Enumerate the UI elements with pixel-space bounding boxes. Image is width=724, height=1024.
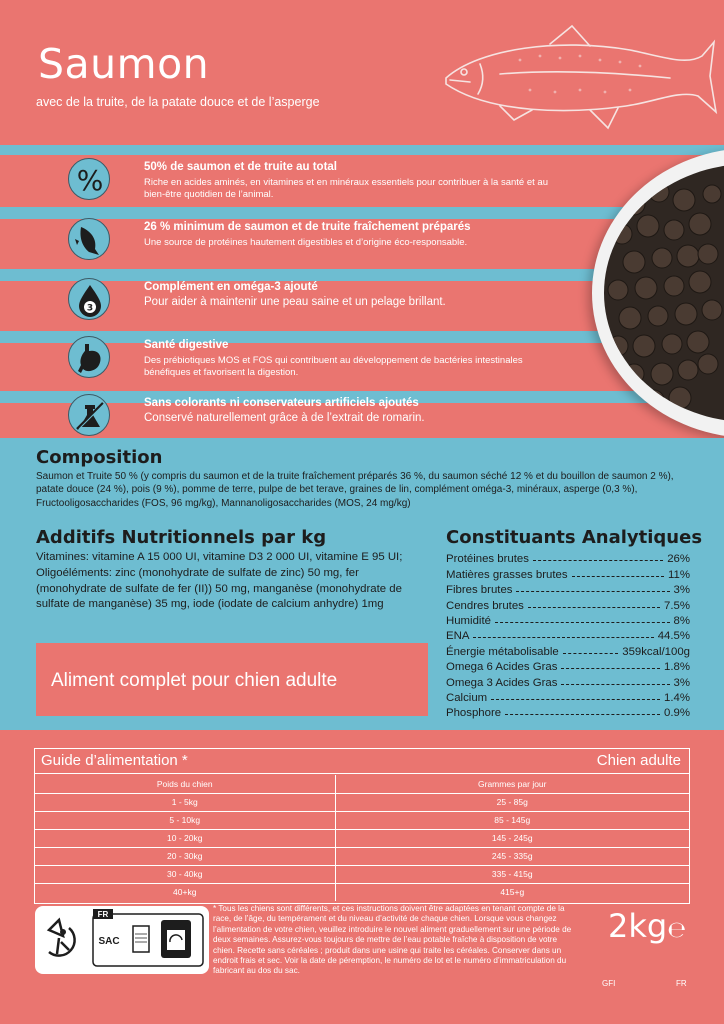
net-weight <box>608 907 686 945</box>
recycling-country: FR <box>97 910 109 919</box>
recycling-item: SAC <box>98 936 120 947</box>
net-weight-value: 2kg <box>608 907 668 945</box>
table-row: 30 - 40kg 335 - 415g <box>35 865 689 883</box>
feature-item <box>68 218 588 266</box>
feature-description: Riche en acides aminés, en vitamines et en minéraux essentiels pour contribuer à la santé et au bien-être quotidien de l’animal. <box>144 177 548 200</box>
feature-description: Conservé naturellement grâce à de l’extrait de romarin. <box>144 412 425 424</box>
table-row: 5 - 10kg 85 - 145g <box>35 811 689 829</box>
constituant-row: Fibres brutes 3% <box>446 584 690 597</box>
recycling-logo <box>35 906 209 974</box>
constituant-row: Cendres brutes 7.5% <box>446 599 690 612</box>
feature-title: 26 % minimum de saumon et de truite fraîchement préparés <box>144 221 471 233</box>
estimated-sign: ℮ <box>667 918 687 943</box>
feature-item <box>68 394 588 442</box>
percent-icon <box>68 158 110 200</box>
constituant-row: Omega 3 Acides Gras 3% <box>446 676 690 689</box>
table-row: 40+kg 415+g <box>35 883 689 901</box>
table-row: 20 - 30kg 245 - 335g <box>35 847 689 865</box>
stomach-icon <box>68 336 110 378</box>
footer-country: FR <box>676 979 687 988</box>
constituants-heading: Constituants Analytiques <box>446 527 703 548</box>
feature-title: Complément en oméga-3 ajouté <box>144 281 318 293</box>
feature-title: Santé digestive <box>144 339 229 351</box>
feature-description: Des prébiotiques MOS et FOS qui contribuent au développement de bactéries intestinales bénéfiques et favorisent la digestion. <box>144 355 523 378</box>
table-header-row <box>35 775 689 793</box>
constituant-row: Calcium 1.4% <box>446 691 690 704</box>
footer-code: GFI <box>602 979 616 988</box>
feeding-guide-table <box>34 748 690 904</box>
feature-item <box>68 158 588 206</box>
table-row: 1 - 5kg 25 - 85g <box>35 793 689 811</box>
footnote-text: * Tous les chiens sont différents, et ces instructions doivent être adaptées en tenant compte de la race, de l’âge, du tempérament et du niveau d’activité de chaque chien. Lorsque vous changez l’alimentation de votre chien, veuillez introduire le nouvel aliment graduellement sur une période de deux semaines. Assurez-vous toujours de mettre de l’eau potable fraîche à disposition de votre chien. Recette sans céréales ; produit dans une usine qui traite les céréales. Conserver dans un endroit frais et sec. Voir la date de péremption, le numéro de lot et le numéro d’immatriculation du fabricant au dos du sac. <box>213 904 572 976</box>
feature-item <box>68 278 588 326</box>
constituant-row: Matières grasses brutes 11% <box>446 568 690 581</box>
constituant-row: Omega 6 Acides Gras 1.8% <box>446 661 690 674</box>
feature-description: Pour aider à maintenir une peau saine et un pelage brillant. <box>144 296 446 308</box>
constituant-row: ENA 44.5% <box>446 630 690 643</box>
composition-text: Saumon et Truite 50 % (y compris du saumon et de la truite fraîchement préparés 36 %, du saumon séché 12 % et du bouillon de saumon 2 %), patate douce (24 %), pois (9 %), pomme de terre, pulpe de bet terave, graines de lin, complément oméga-3, minéraux, asperge (0,3 %), Fructooligosaccharides (FOS, 96 mg/kg), Mannanoligosaccharides (MOS, 24 mg/kg) <box>36 471 674 509</box>
feature-title: Sans colorants ni conservateurs artificiels ajoutés <box>144 397 419 409</box>
table-row: 10 - 20kg 145 - 245g <box>35 829 689 847</box>
feature-description: Une source de protéines hautement digestibles et d’origine éco-responsable. <box>144 237 468 248</box>
feeding-guide-title: Guide d’alimentation * <box>41 752 188 769</box>
page-subtitle: avec de la truite, de la patate douce et de l’asperge <box>36 95 320 109</box>
composition-heading: Composition <box>36 447 163 468</box>
complete-food-box <box>36 643 428 716</box>
bag-icon <box>133 926 149 952</box>
bin-icon <box>161 920 191 958</box>
no-additives-icon <box>68 394 110 436</box>
feature-item <box>68 336 588 384</box>
fish-icon <box>68 218 110 260</box>
constituant-row: Protéines brutes 26% <box>446 553 690 566</box>
svg-text:%: % <box>76 164 104 197</box>
constituant-row: Phosphore 0.9% <box>446 707 690 720</box>
page-title: Saumon <box>38 40 210 88</box>
constituant-row: Humidité 8% <box>446 614 690 627</box>
salmon-illustration-icon <box>440 20 718 138</box>
feeding-guide-header <box>35 749 689 774</box>
complete-food-label: Aliment complet pour chien adulte <box>51 670 338 691</box>
feeding-guide-audience: Chien adulte <box>596 752 681 769</box>
additifs-text: Vitamines: vitamine A 15 000 UI, vitamine D3 2 000 UI, vitamine E 95 UI; Oligoéléments: zinc (monohydrate de sulfate de zinc) 50 mg, fer (monohydrate de sulfate de fer (II)) 50 mg, manganèse (monohydrate de sulfate de manganèse) 35 mg, iode (iodate de calcium anhydre) 1mg <box>36 551 403 611</box>
svg-text:3: 3 <box>86 303 94 314</box>
column-header-grams: Grammes par jour <box>478 778 547 789</box>
additifs-heading: Additifs Nutritionnels par kg <box>36 527 327 548</box>
omega-drop-icon <box>68 278 110 320</box>
triman-icon <box>49 920 75 956</box>
column-header-weight: Poids du chien <box>35 775 335 793</box>
feature-title: 50% de saumon et de truite au total <box>144 161 337 173</box>
constituant-row: Énergie métabolisable 359kcal/100g <box>446 645 690 658</box>
constituants-list <box>446 550 690 719</box>
